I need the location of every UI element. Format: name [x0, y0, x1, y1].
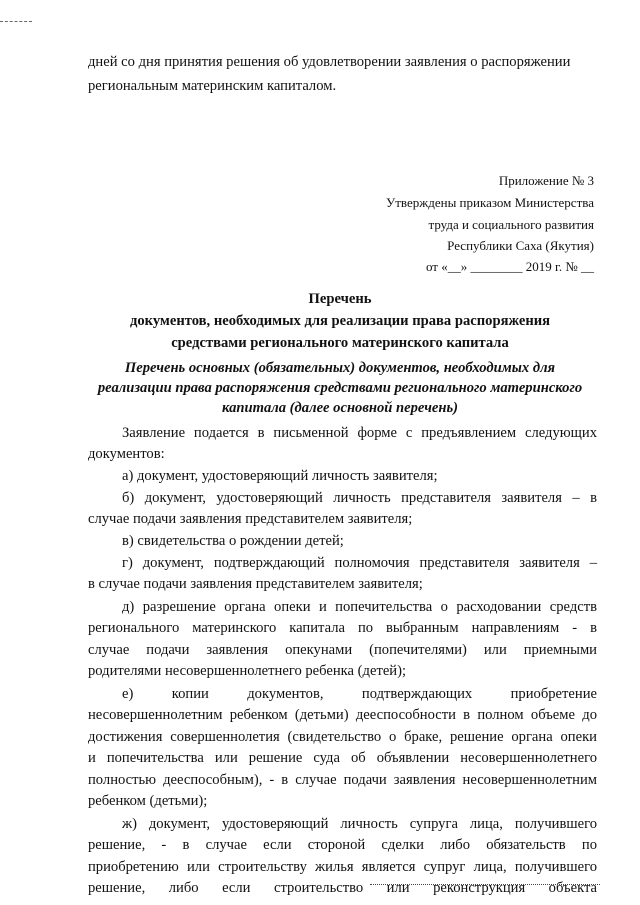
item-zh-line-2: решение, - в случае если стороной сделки либо обязательств по — [88, 837, 597, 853]
subtitle-line-2: реализации права распоряжения средствами регионального материнского — [97, 380, 583, 396]
item-e-line-1: е) копии документов, подтверждающих приобретение — [122, 686, 597, 702]
paragraph-intro-line-2: документов: — [88, 446, 165, 462]
title-line-2: документов, необходимых для реализации права распоряжения — [129, 313, 551, 329]
item-b-line-2: случае подачи заявления представителем заявителя; — [88, 511, 413, 527]
item-d-line-3: случае подачи заявления опекунами (попечителями) или приемными — [88, 642, 597, 658]
item-zh-line-1: ж) документ, удостоверяющий личность супруга лица, получившего — [122, 816, 597, 832]
item-e-line-6: ребенком (детьми); — [88, 793, 208, 809]
appendix-line-1: Утверждены приказом Министерства — [386, 195, 594, 210]
appendix-date: от «__» ________ 2019 г. № __ — [425, 259, 594, 274]
appendix-line-2: труда и социального развития — [428, 217, 594, 232]
item-v: в) свидетельства о рождении детей; — [122, 533, 344, 549]
title-line-1: Перечень — [308, 291, 372, 307]
item-b-line-1: б) документ, удостоверяющий личность представителя заявителя – в — [122, 490, 597, 506]
title-line-3: средствами регионального материнского капитала — [171, 335, 509, 351]
item-zh-line-4: решение, либо если строительство или реконструкция объекта — [88, 880, 597, 896]
item-e-line-4: и попечительства или решение суда об объявлении несовершеннолетнего — [88, 750, 597, 766]
item-d-line-1: д) разрешение органа опеки и попечительства о расходовании средств — [122, 599, 597, 615]
subtitle-line-1: Перечень основных (обязательных) документов, необходимых для — [124, 360, 556, 376]
appendix-number: Приложение № 3 — [498, 173, 594, 188]
item-d-line-4: родителями несовершеннолетнего ребенка (детей); — [88, 663, 407, 679]
intro-line-1: дней со дня принятия решения об удовлетворении заявления о распоряжении — [88, 54, 571, 70]
subtitle-line-3: капитала (далее основной перечень) — [222, 400, 458, 416]
bottom-rule — [370, 884, 600, 885]
appendix-line-3: Республики Саха (Якутия) — [447, 238, 594, 253]
item-d-line-2: регионального материнского капитала по выбранным направлениям - в — [88, 620, 597, 636]
item-g-line-1: г) документ, подтверждающий полномочия представителя заявителя – — [122, 555, 597, 571]
item-zh-line-3: приобретению или строительству жилья является супруг лица, получившего — [88, 859, 597, 875]
intro-line-2: региональным материнским капиталом. — [88, 78, 337, 94]
item-e-line-2: несовершеннолетним ребенком (детьми) дееспособности в полном объеме до — [88, 707, 597, 723]
item-g-line-2: в случае подачи заявления представителем заявителя; — [88, 576, 423, 592]
item-e-line-3: достижения совершеннолетия (свидетельство о браке, решение органа опеки — [88, 729, 597, 745]
item-e-line-5: полностью дееспособным), - в случае подачи заявления несовершеннолетним — [88, 772, 597, 788]
top-left-rule — [0, 21, 32, 22]
paragraph-intro-line-1: Заявление подается в письменной форме с предъявлением следующих — [122, 425, 597, 441]
item-a: а) документ, удостоверяющий личность заявителя; — [122, 468, 438, 484]
